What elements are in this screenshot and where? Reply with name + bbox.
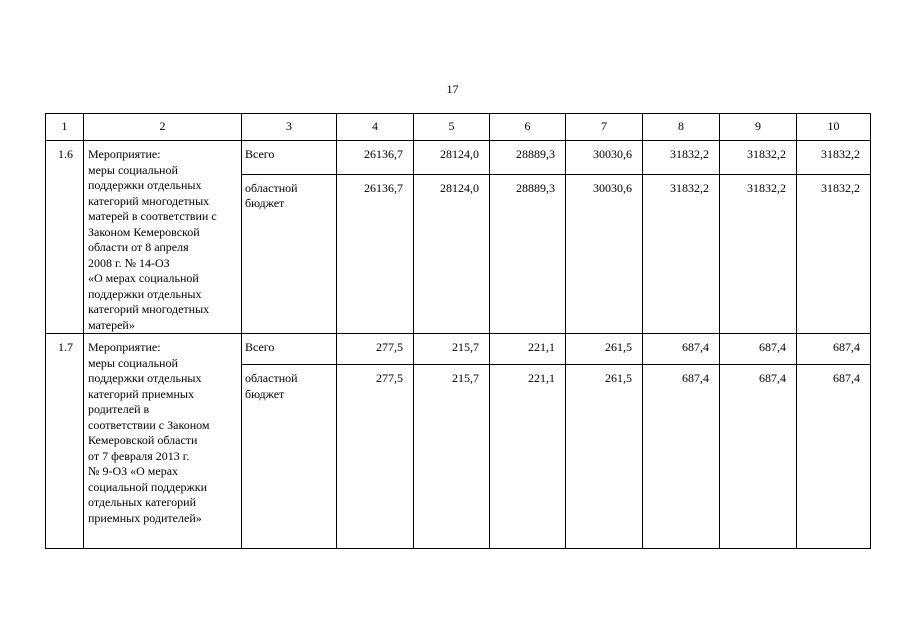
header-cell: 10 (797, 114, 871, 141)
value-cell: 31832,2 (643, 174, 720, 333)
item-id: 1.7 (46, 334, 84, 549)
header-cell: 5 (414, 114, 490, 141)
value-cell: 221,1 (490, 365, 566, 549)
value-cell: 687,4 (643, 334, 720, 365)
budget-table (45, 113, 871, 549)
header-cell: 6 (490, 114, 566, 141)
value-cell: 31832,2 (797, 174, 871, 333)
value-cell: 687,4 (720, 334, 797, 365)
item-description: Мероприятие: меры социальной поддержки отдельных категорий многодетных матерей в соответствии с Законом Кемеровской области от 8 апреля 2008 г. № 14-ОЗ «О мерах социальной поддержки отдельных категорий многодетных матерей» (84, 141, 242, 334)
value-cell: 28889,3 (490, 174, 566, 333)
table-row (46, 141, 871, 175)
value-cell: 277,5 (337, 365, 414, 549)
header-cell: 2 (84, 114, 242, 141)
value-cell: 28124,0 (414, 141, 490, 175)
value-cell: 687,4 (797, 365, 871, 549)
funding-source: областной бюджет (242, 365, 337, 549)
header-cell: 1 (46, 114, 84, 141)
value-cell: 221,1 (490, 334, 566, 365)
item-id: 1.6 (46, 141, 84, 334)
value-cell: 215,7 (414, 365, 490, 549)
value-cell: 277,5 (337, 334, 414, 365)
value-cell: 687,4 (797, 334, 871, 365)
value-cell: 26136,7 (337, 141, 414, 175)
value-cell: 30030,6 (566, 174, 643, 333)
page-number: 17 (446, 82, 459, 96)
header-cell: 9 (720, 114, 797, 141)
value-cell: 687,4 (643, 365, 720, 549)
value-cell: 28124,0 (414, 174, 490, 333)
value-cell: 30030,6 (566, 141, 643, 175)
value-cell: 31832,2 (643, 141, 720, 175)
value-cell: 261,5 (566, 334, 643, 365)
item-description: Мероприятие: меры социальной поддержки отдельных категорий приемных родителей в соответствии с Законом Кемеровской области от 7 февраля 2013 г. № 9-ОЗ «О мерах социальной поддержки отдельных категорий приемных родителей» (84, 334, 242, 549)
header-cell: 3 (242, 114, 337, 141)
value-cell: 31832,2 (720, 174, 797, 333)
funding-source: Всего (242, 334, 337, 365)
value-cell: 31832,2 (720, 141, 797, 175)
value-cell: 26136,7 (337, 174, 414, 333)
value-cell: 31832,2 (797, 141, 871, 175)
funding-source: Всего (242, 141, 337, 175)
header-cell: 8 (643, 114, 720, 141)
table-row (46, 334, 871, 365)
funding-source: областной бюджет (242, 174, 337, 333)
header-cell: 4 (337, 114, 414, 141)
value-cell: 28889,3 (490, 141, 566, 175)
header-cell: 7 (566, 114, 643, 141)
value-cell: 261,5 (566, 365, 643, 549)
value-cell: 215,7 (414, 334, 490, 365)
value-cell: 687,4 (720, 365, 797, 549)
header-row (46, 114, 871, 141)
